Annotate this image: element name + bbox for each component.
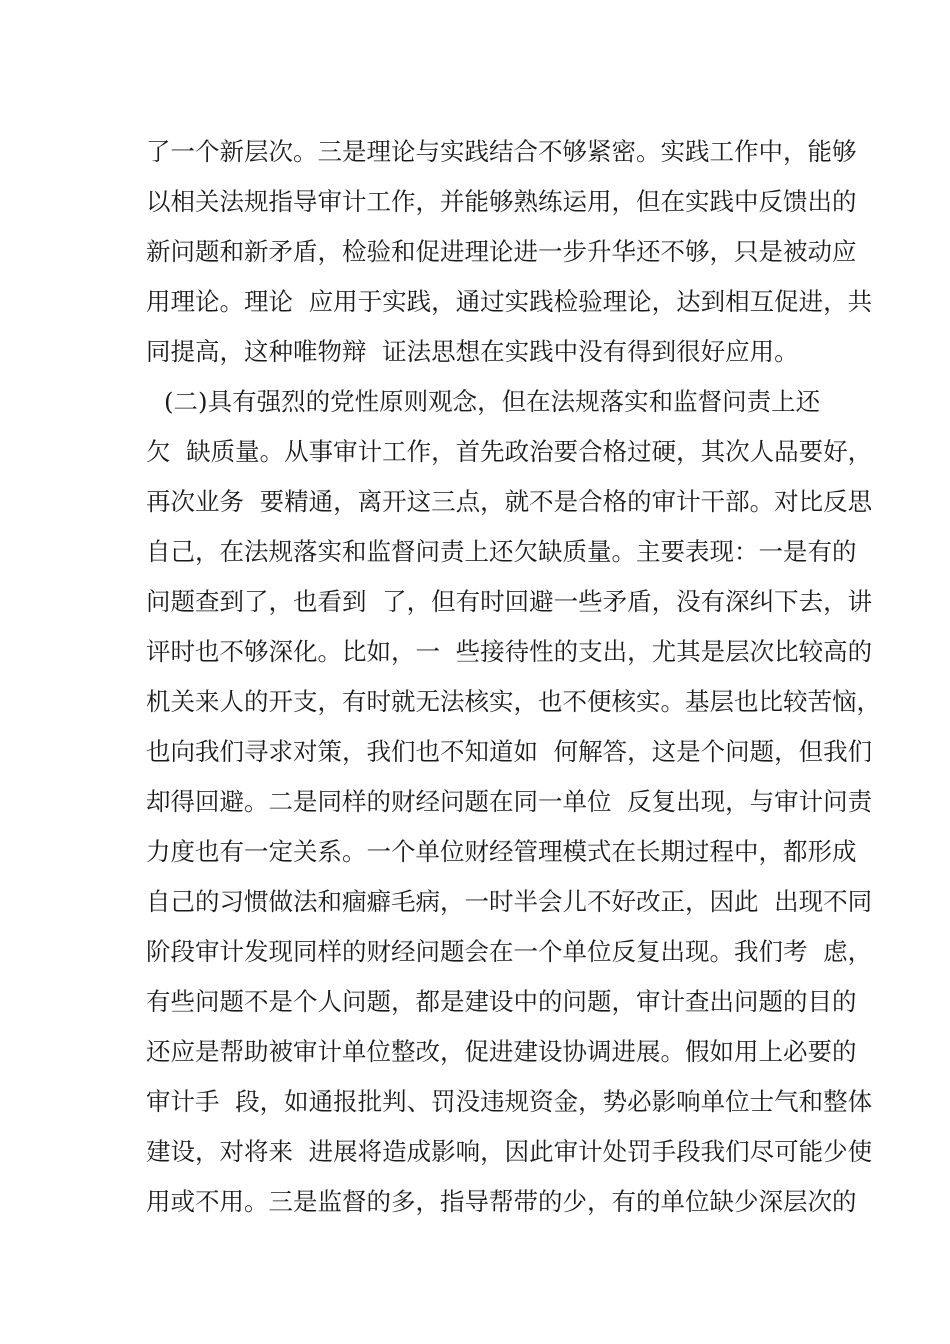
- text-line: 再次业务 要精通，离开这三点，就不是合格的审计干部。对比反思: [146, 487, 873, 516]
- text-line: 用或不用。三是监督的多，指导帮带的少，有的单位缺少深层次的: [146, 1187, 857, 1216]
- text-line: 欠 缺质量。从事审计工作，首先政治要合格过硬，其次人品要好，: [146, 437, 873, 466]
- text-line: 评时也不够深化。比如，一 些接待性的支出，尤其是层次比较高的: [146, 637, 873, 666]
- text-line: 用理论。理论 应用于实践，通过实践检验理论，达到相互促进，共: [146, 287, 873, 316]
- text-line: 阶段审计发现同样的财经问题会在一个单位反复出现。我们考 虑，: [146, 937, 873, 966]
- text-line: 有些问题不是个人问题，都是建设中的问题，审计查出问题的目的: [146, 987, 857, 1016]
- text-line: 自己，在法规落实和监督问责上还欠缺质量。主要表现：一是有的: [146, 537, 857, 566]
- text-line: 自己的习惯做法和痼癖毛病，一时半会儿不好改正，因此 出现不同: [146, 887, 873, 916]
- text-line: 却得回避。二是同样的财经问题在同一单位 反复出现，与审计问责: [146, 787, 873, 816]
- text-line: 了一个新层次。三是理论与实践结合不够紧密。实践工作中，能够: [146, 137, 857, 166]
- text-line: 也向我们寻求对策，我们也不知道如 何解答，这是个问题，但我们: [146, 737, 873, 766]
- text-line: 力度也有一定关系。一个单位财经管理模式在长期过程中，都形成: [146, 837, 857, 866]
- text-line: 审计手 段，如通报批判、罚没违规资金，势必影响单位士气和整体: [146, 1087, 873, 1116]
- text-line: 新问题和新矛盾，检验和促进理论进一步升华还不够，只是被动应: [146, 237, 857, 266]
- text-line: 建设，对将来 进展将造成影响，因此审计处罚手段我们尽可能少使: [146, 1137, 873, 1166]
- text-line: 问题查到了，也看到 了，但有时回避一些矛盾，没有深纠下去，讲: [146, 587, 873, 616]
- text-line: 同提高，这种唯物辩 证法思想在实践中没有得到很好应用。: [146, 337, 799, 366]
- text-line: 机关来人的开支，有时就无法核实，也不便核实。基层也比较苦恼，: [146, 687, 881, 716]
- section-heading-line: (二)具有强烈的党性原则观念，但在法规落实和监督问责上还: [164, 387, 821, 416]
- text-line: 以相关法规指导审计工作，并能够熟练运用，但在实践中反馈出的: [146, 187, 857, 216]
- text-line: 还应是帮助被审计单位整改，促进建设协调进展。假如用上必要的: [146, 1037, 857, 1066]
